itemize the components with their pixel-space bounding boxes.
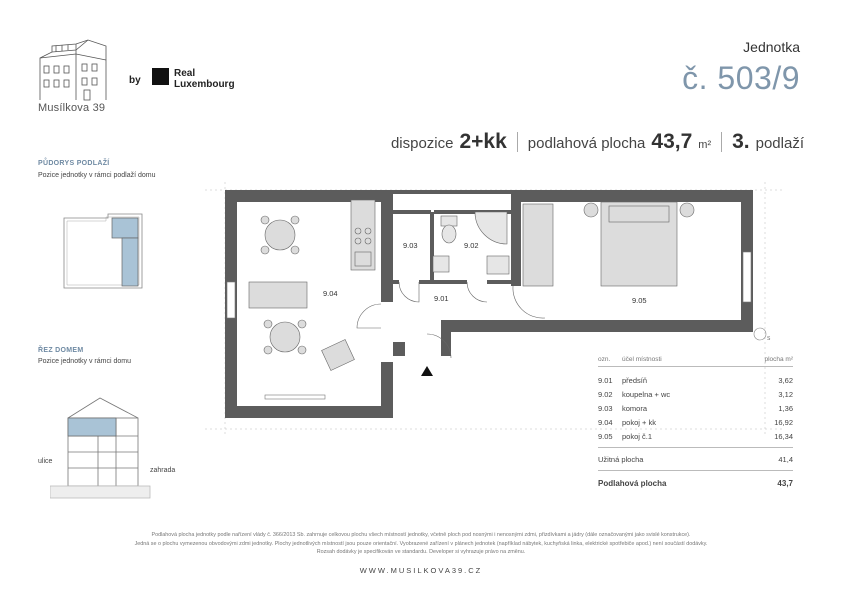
table-row: 9.04 pokoj + kk 16,92	[598, 417, 793, 427]
partner-logo-icon	[152, 68, 169, 85]
street-label: ulice	[38, 458, 53, 465]
brand-name: Musílkova 39	[38, 102, 106, 114]
section-key-diagram	[50, 392, 160, 502]
room-label-903: 9.03	[403, 241, 418, 250]
north-label: S	[767, 336, 771, 342]
room-label-904: 9.04	[323, 289, 338, 298]
area-value: 43,7	[651, 130, 693, 153]
area-label: podlahová plocha	[527, 135, 646, 152]
divider	[517, 132, 518, 152]
garden-label: zahrada	[150, 467, 176, 474]
floor-value: 3.	[732, 130, 750, 153]
divider	[721, 132, 722, 152]
by-label: by	[129, 75, 141, 86]
website-link[interactable]: WWW.MUSILKOVA39.CZ	[359, 566, 483, 575]
floor-label: podlaží	[755, 135, 804, 152]
table-row: 9.05 pokoj č.1 16,34	[598, 431, 793, 441]
entrance-arrow-icon	[421, 366, 433, 376]
room-label-905: 9.05	[632, 296, 647, 305]
layout-value: 2+kk	[459, 130, 507, 153]
table-row: 9.03 komora 1,36	[598, 403, 793, 413]
table-header: ozn. účel místnosti plocha m²	[598, 352, 793, 367]
area-unit: m²	[698, 139, 712, 151]
partner-name: Real Luxembourg	[174, 68, 235, 90]
section-subtitle: Pozice jednotky v rámci domu	[38, 358, 131, 365]
area-table	[598, 352, 793, 495]
disclaimer: Podlahová plocha jednotky podle nařízení vlády č. 366/2013 Sb. zahrnuje celkovou plochu všech místností jednotky, včetně ploch pod nosnými i nenosnými zdmi, přizdívkami a jádry (dále označovanými jako svislé konstrukce). Jedná se o plochu vymezenou obvodovými zdmi jednotky. Plochy jednotlivých místností jsou pouze orientační. Vyobrazené zařízení v plánech jednotek (například nábytek, kuchyňská linka, elektrické spotřebiče apod.) není součástí dodávky. Rozsah dodávky je specifikován ve standardu. Developer si vyhrazuje právo na změnu.	[134, 532, 708, 555]
unit-label: Jednotka	[743, 39, 800, 55]
table-row: 9.01 předsíň 3,62	[598, 375, 793, 385]
building-logo-icon	[36, 36, 110, 102]
room-label-901: 9.01	[434, 294, 449, 303]
room-label-902: 9.02	[464, 241, 479, 250]
unit-number: č. 503/9	[682, 60, 800, 96]
unit-summary	[391, 130, 804, 154]
floor-key-diagram	[58, 210, 154, 292]
floor-plan-title: PŮDORYS PODLAŽÍ	[38, 160, 110, 167]
section-title: ŘEZ DOMEM	[38, 347, 84, 354]
layout-label: dispozice	[390, 135, 454, 152]
usable-area-row: Užitná plocha 41,4	[598, 454, 793, 464]
floor-area-row: Podlahová plocha 43,7	[598, 478, 793, 488]
floor-plan-subtitle: Pozice jednotky v rámci podlaží domu	[38, 172, 156, 179]
table-row: 9.02 koupelna + wc 3,12	[598, 389, 793, 399]
